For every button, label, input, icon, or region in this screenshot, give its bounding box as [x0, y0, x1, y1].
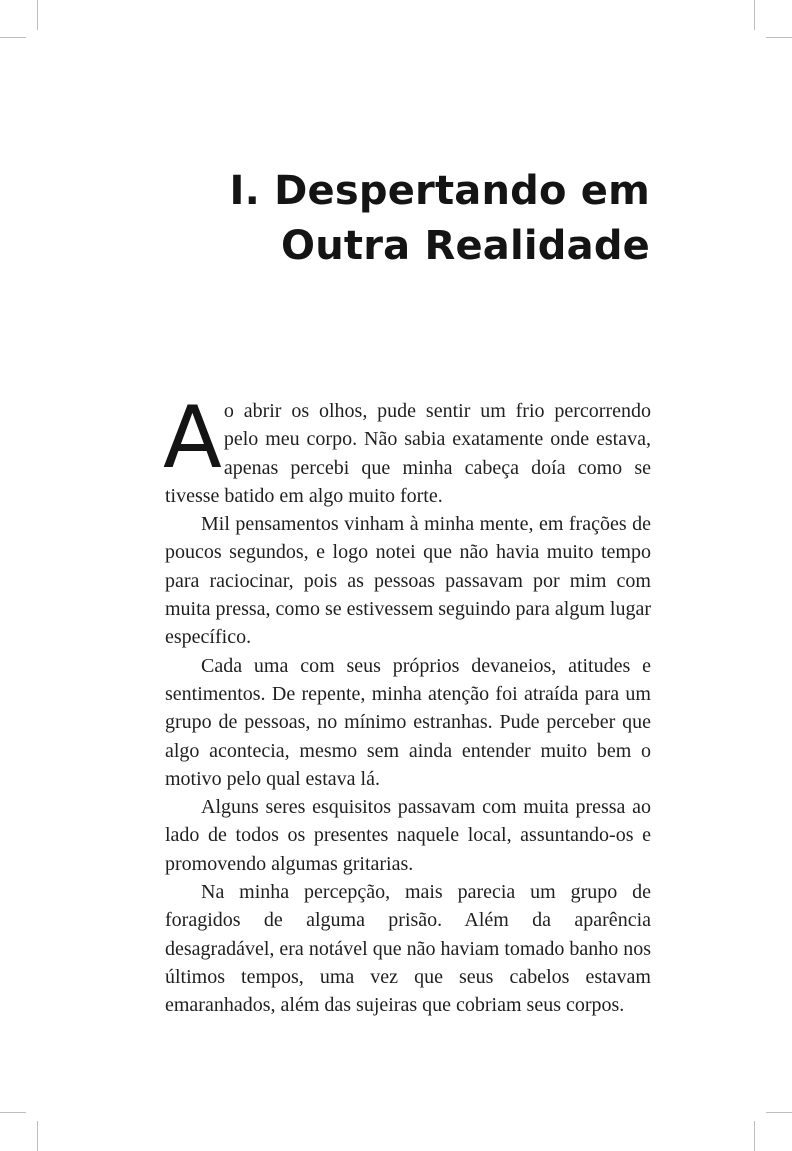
paragraph-2: Mil pensamentos vinham à minha mente, em frações de poucos segundos, e logo notei que não havia muito tempo para raciocinar, pois as pessoas passavam por mim com muita pressa, como se estivessem seguindo para algum lugar específico.	[165, 513, 651, 649]
paragraph-5: Na minha percepção, mais parecia um grupo de foragidos de alguma prisão. Além da aparência desagradável, era notável que não haviam tomado banho nos últimos tempos, uma vez que seus cabelos estavam emaranhados, além das sujeiras que cobriam seus corpos.	[165, 881, 651, 1017]
chapter-body	[163, 388, 651, 1020]
paragraph-1	[163, 388, 651, 510]
crop-mark-top-right	[766, 37, 792, 38]
crop-mark-top-left	[0, 37, 26, 38]
paragraph-1-text: o abrir os olhos, pude sentir um frio percorrendo pelo meu corpo. Não sabia exatamente onde estava, apenas percebi que minha cabeça doía como se tivesse batido em algo muito forte.	[165, 400, 651, 507]
crop-mark-bottom-left	[0, 1112, 26, 1113]
paragraph-4: Alguns seres esquisitos passavam com muita pressa ao lado de todos os presentes naquele local, assuntando-os e promovendo algumas gritarias.	[165, 796, 651, 875]
crop-mark-top-left	[37, 0, 38, 30]
paragraph-3: Cada uma com seus próprios devaneios, atitudes e sentimentos. De repente, minha atenção foi atraída para um grupo de pessoas, no mínimo estranhas. Pude perceber que algo acontecia, mesmo sem ainda entender muito bem o motivo pelo qual estava lá.	[165, 654, 651, 790]
chapter-title-line-2: Outra Realidade	[281, 223, 650, 269]
drop-cap: A	[163, 388, 222, 488]
crop-mark-bottom-right	[754, 1121, 755, 1151]
crop-mark-bottom-right	[766, 1112, 792, 1113]
chapter-title	[130, 164, 650, 274]
chapter-title-line-1: I. Despertando em	[229, 168, 650, 214]
crop-mark-bottom-left	[37, 1121, 38, 1151]
crop-mark-top-right	[754, 0, 755, 30]
